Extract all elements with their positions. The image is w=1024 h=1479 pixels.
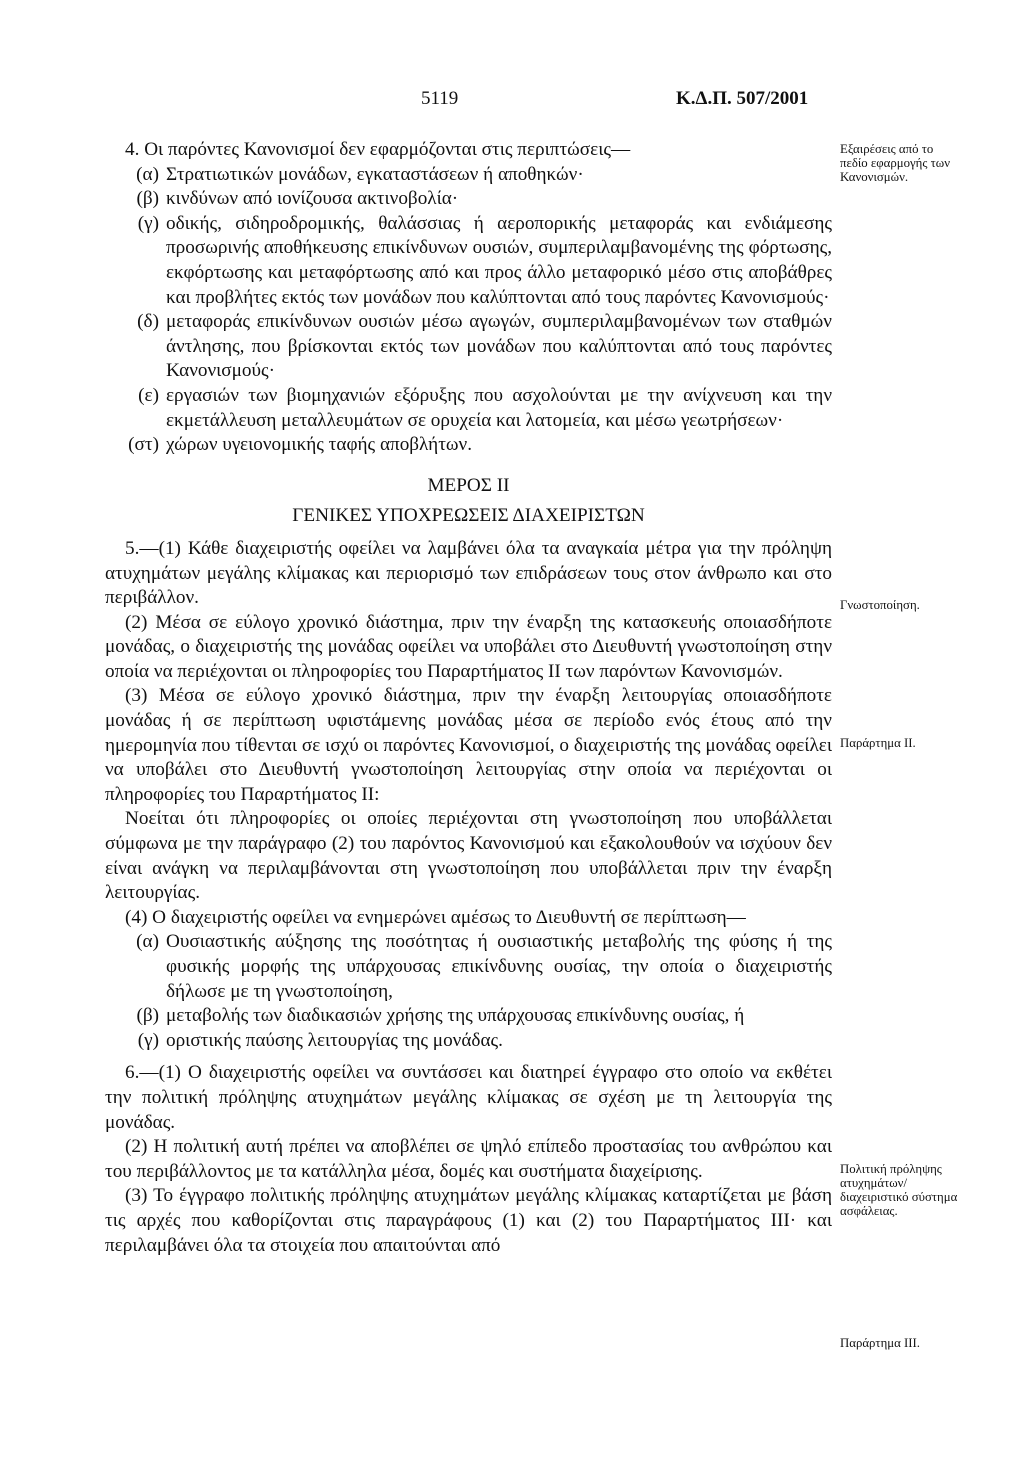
list-item-text: Ουσιαστικής αύξησης της ποσότητας ή ουσιαστικής μεταβολής της φύσης ή της φυσικής μορφής της υπάρχουσας επικίνδυνης ουσίας, την οποία ο διαχειριστής δήλωσε με τη γνωστοποίηση, xyxy=(166,931,832,1002)
section-5-paragraph-2: (2) Μέσα σε εύλογο χρονικό διάστημα, πριν την έναρξη της κατασκευής οποιασδήποτε μονάδας, ο διαχειριστής της μονάδας οφείλει να υποβάλει στο Διευθυντή γνωστοποίηση στην οποία να περιέχονται οι πληροφορίες του Παραρτήματος ΙΙ των παρόντων Κανονισμών. xyxy=(105,611,832,682)
list-item-label: (ε) xyxy=(138,384,159,406)
section-5-paragraph-3: (3) Μέσα σε εύλογο χρονικό διάστημα, πριν την έναρξη λειτουργίας οποιασδήποτε μονάδας ή σε περίπτωση υφιστάμενης μονάδας μέσα σε περίοδο ενός έτους από την ημερομηνία που τίθενται σε ισχύ οι παρόντες Κανονισμοί, ο διαχειριστής της μονάδας οφείλει να υποβάλει στο Διευθυντή γνωστοποίηση λειτουργίας στην οποία να περιέχονται οι πληροφορίες του Παραρτήματος ΙΙ: xyxy=(105,685,832,805)
list-item-text: Στρατιωτικών μονάδων, εγκαταστάσεων ή αποθηκών· xyxy=(166,163,584,185)
section-6-paragraph-1: 6.—(1) Ο διαχειριστής οφείλει να συντάσσει και διατηρεί έγγραφο στο οποίο να εκθέτει την πολιτική πρόληψης ατυχημάτων μεγάλης κλίμακας σε σχέση με τη λειτουργία της μονάδας. xyxy=(105,1062,832,1133)
list-item xyxy=(105,433,832,458)
list-item-text: μεταβολής των διαδικασιών χρήσης της υπάρχουσας επικίνδυνης ουσίας, ή xyxy=(166,1005,745,1027)
list-item-text: οριστικής παύσης λειτουργίας της μονάδας. xyxy=(166,1029,503,1051)
margin-note-annex-2: Παράρτημα ΙΙ. xyxy=(840,736,916,750)
list-item xyxy=(105,1029,832,1054)
list-item xyxy=(105,310,832,384)
part-title: ΜΕΡΟΣ ΙΙ xyxy=(427,474,510,496)
section-5-proviso: Νοείται ότι πληροφορίες οι οποίες περιέχονται στη γνωστοποίηση που υποβάλλεται σύμφωνα με την παράγραφο (2) του παρόντος Κανονισμού και εξακολουθούν να ισχύουν δεν είναι ανάγκη να περιλαμβάνονται στη γνωστοποίηση που υποβάλλεται πριν την έναρξη λειτουργίας. xyxy=(105,808,832,904)
section-5-paragraph-1: 5.—(1) Κάθε διαχειριστής οφείλει να λαμβάνει όλα τα αναγκαία μέτρα για την πρόληψη ατυχημάτων μεγάλης κλίμακας και περιορισμό των επιδράσεων τους στον άνθρωπο και στο περιβάλλον. xyxy=(105,537,832,609)
list-item xyxy=(105,163,832,188)
list-item-label: (α) xyxy=(136,163,159,185)
list-item-text: χώρων υγειονομικής ταφής αποβλήτων. xyxy=(166,434,473,456)
list-item-label: (στ) xyxy=(128,434,159,456)
document-body xyxy=(105,138,832,1258)
section-6-paragraph-2: (2) Η πολιτική αυτή πρέπει να αποβλέπει σε ψηλό επίπεδο προστασίας του ανθρώπου και του περιβάλλοντος με τα κατάλληλα μέσα, δομές και συστήματα διαχείρισης. xyxy=(105,1136,832,1182)
margin-note-exceptions: Εξαιρέσεις από το πεδίο εφαρμογής των Κανονισμών. xyxy=(840,142,950,184)
list-item-label: (α) xyxy=(136,931,159,953)
list-item-label: (γ) xyxy=(137,1029,159,1051)
list-item xyxy=(105,1004,832,1029)
list-item xyxy=(105,384,832,433)
list-item xyxy=(105,187,832,212)
margin-note-annex-3: Παράρτημα ΙΙΙ. xyxy=(840,1336,921,1350)
list-item-text: κινδύνων από ιονίζουσα ακτινοβολία· xyxy=(166,188,459,210)
list-item xyxy=(105,930,832,1004)
list-item-text: οδικής, σιδηροδρομικής, θαλάσσιας ή αεροπορικής μεταφοράς και ενδιάμεσης προσωρινής αποθήκευσης επικίνδυνων ουσιών, συμπεριλαμβανομένης της φόρτωσης, εκφόρτωσης και μεταφόρτωσης από και προς άλλο μεταφορικό μέσο στις αποβάθρες και προβλήτες εκτός των μονάδων που καλύπτονται από τους παρόντες Κανονισμούς· xyxy=(166,212,832,308)
list-item-label: (β) xyxy=(136,1005,159,1027)
page-number: 5119 xyxy=(421,88,459,109)
section-4-intro: 4. Οι παρόντες Κανονισμοί δεν εφαρμόζονται στις περιπτώσεις— xyxy=(125,139,631,160)
list-item-label: (γ) xyxy=(137,212,159,234)
margin-note-policy: Πολιτική πρόληψης ατυχημάτων/ διαχειριστικό σύστημα ασφάλειας. xyxy=(840,1162,958,1218)
list-item-text: μεταφοράς επικίνδυνων ουσιών μέσω αγωγών, συμπεριλαμβανομένων των σταθμών άντλησης, που βρίσκονται εκτός των μονάδων που καλύπτονται από τους παρόντες Κανονισμούς· xyxy=(166,311,832,382)
page-header xyxy=(0,88,1024,118)
list-item-text: εργασιών των βιομηχανιών εξόρυξης που ασχολούνται με την ανίχνευση και την εκμετάλλευση μεταλλευμάτων σε ορυχεία και λατομεία, και μέσω γεωτρήσεων· xyxy=(166,384,832,431)
list-item-label: (β) xyxy=(136,188,159,210)
document-reference: Κ.Δ.Π. 507/2001 xyxy=(676,88,809,109)
list-item xyxy=(105,212,832,310)
list-item-label: (δ) xyxy=(137,311,159,333)
section-6-paragraph-3: (3) Το έγγραφο πολιτικής πρόληψης ατυχημάτων μεγάλης κλίμακας καταρτίζεται με βάση τις αρχές που καθορίζονται στις παραγράφους (1) και (2) του Παραρτήματος ΙΙΙ· και περιλαμβάνει όλα τα στοιχεία που απαιτούνται από xyxy=(105,1185,832,1256)
section-5-paragraph-4: (4) Ο διαχειριστής οφείλει να ενημερώνει αμέσως το Διευθυντή σε περίπτωση— xyxy=(125,906,746,928)
margin-note-notification: Γνωστοποίηση. xyxy=(840,598,920,612)
part-subtitle: ΓΕΝΙΚΕΣ ΥΠΟΧΡΕΩΣΕΙΣ ΔΙΑΧΕΙΡΙΣΤΩΝ xyxy=(292,505,645,527)
